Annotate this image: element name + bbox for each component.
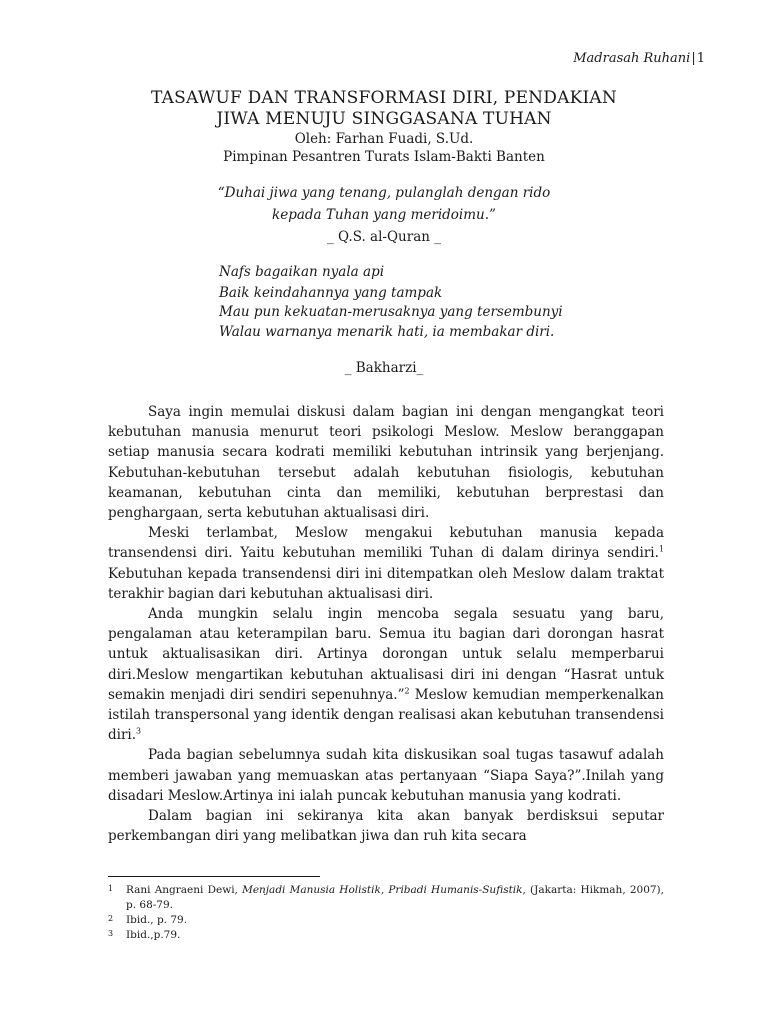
footnote-1-publication: , (Jakarta: Hikmah, 2007), p. 68-79. xyxy=(126,884,664,911)
footnote-1-book-title: Menjadi Manusia Holistik, Pribadi Humanis-Sufistik xyxy=(242,884,523,896)
author-affiliation: Pimpinan Pesantren Turats Islam-Bakti Banten xyxy=(223,149,545,165)
body-text xyxy=(108,402,664,846)
poem-source: _ Bakharzi_ xyxy=(344,360,424,376)
footnote-ref-1[interactable]: 1 xyxy=(658,544,664,554)
paragraph-4: Pada bagian sebelumnya sudah kita diskusikan soal tugas tasawuf adalah memberi jawaban yang memuaskan atas pertanyaan “Siapa Saya?”.Inilah yang disadari Meslow.Artinya ini ialah puncak kebutuhan manusia yang kodrati. xyxy=(108,747,664,804)
epigraph-source: _ Q.S. al-Quran _ xyxy=(326,229,441,245)
footnote-3 xyxy=(108,928,664,943)
paragraph-1: Saya ingin memulai diskusi dalam bagian ini dengan mengangkat teori kebutuhan manusia menurut teori psikologi Meslow. Meslow beranggapan setiap manusia secara kodrati memiliki kebutuhan intrinsik yang berjenjang. Kebutuhan-kebutuhan tersebut adalah kebutuhan fisiologis, kebutuhan keamanan, kebutuhan cinta dan memiliki, kebutuhan berprestasi dan penghargaan, serta kebutuhan aktualisasi diri. xyxy=(108,404,664,522)
paragraph-3 xyxy=(108,604,664,745)
author-byline: Oleh: Farhan Fuadi, S.Ud. xyxy=(294,131,474,147)
footnote-ref-3[interactable]: 3 xyxy=(136,726,142,736)
paragraph-5: Dalam bagian ini sekiranya kita akan banyak berdisksui seputar perkembangan diri yang melibatkan jiwa dan ruh kita secara xyxy=(108,808,664,845)
footnote-number: 1 xyxy=(108,884,114,893)
footnote-divider xyxy=(108,876,320,877)
footnote-ref-2[interactable]: 2 xyxy=(404,686,410,696)
header-separator: | xyxy=(691,51,696,66)
journal-name: Madrasah Ruhani xyxy=(573,51,691,66)
article-title-line-1: TASAWUF DAN TRANSFORMASI DIRI, PENDAKIAN xyxy=(151,88,617,108)
paragraph-2-text-b: Kebutuhan kepada transendensi diri ini ditempatkan oleh Meslow dalam traktat terakhir bagian dari kebutuhan aktualisasi diri. xyxy=(108,565,664,602)
running-header xyxy=(573,51,705,66)
poem-line-2: Baik keindahannya yang tampak xyxy=(219,285,443,301)
footnote-1-author: Rani Angraeni Dewi, xyxy=(126,884,243,896)
article-title-line-2: JIWA MENUJU SINGGASANA TUHAN xyxy=(216,109,552,129)
footnote-1 xyxy=(108,883,664,913)
paragraph-2-text-a: Meski terlambat, Meslow mengakui kebutuhan manusia kepada transendensi diri. Yaitu kebutuhan memiliki Tuhan di dalam dirinya sendiri. xyxy=(108,525,664,562)
footnote-2-text: Ibid., p. 79. xyxy=(126,914,188,926)
footnote-number: 2 xyxy=(108,914,114,923)
footnotes xyxy=(108,883,664,943)
paragraph-2 xyxy=(108,523,664,604)
epigraph-line-1: “Duhai jiwa yang tenang, pulanglah dengan rido xyxy=(217,185,551,201)
paragraph-3-text-b: Meslow kemudian memperkenalkan istilah transpersonal yang identik dengan realisasi akan kebutuhan transendensi diri. xyxy=(108,686,664,744)
paragraph-3-text-a: Anda mungkin selalu ingin mencoba segala sesuatu yang baru, pengalaman atau keterampilan baru. Semua itu bagian dari dorongan hasrat untuk aktualisasikan diri. Artinya dorongan untuk selalu memperbarui diri.Meslow mengartikan kebutuhan aktualisasi diri ini dengan “Hasrat untuk semakin menjadi diri sendiri sepenuhnya.” xyxy=(108,606,664,703)
poem-line-1: Nafs bagaikan nyala api xyxy=(219,264,385,280)
footnote-2 xyxy=(108,913,664,928)
page-number: 1 xyxy=(696,51,705,66)
poem-line-3: Mau pun kekuatan-merusaknya yang tersembunyi xyxy=(219,304,563,320)
footnote-number: 3 xyxy=(108,929,114,938)
footnote-3-text: Ibid.,p.79. xyxy=(126,929,181,941)
epigraph-line-2: kepada Tuhan yang meridoimu.” xyxy=(272,207,496,223)
poem-line-4: Walau warnanya menarik hati, ia membakar diri. xyxy=(219,324,555,340)
